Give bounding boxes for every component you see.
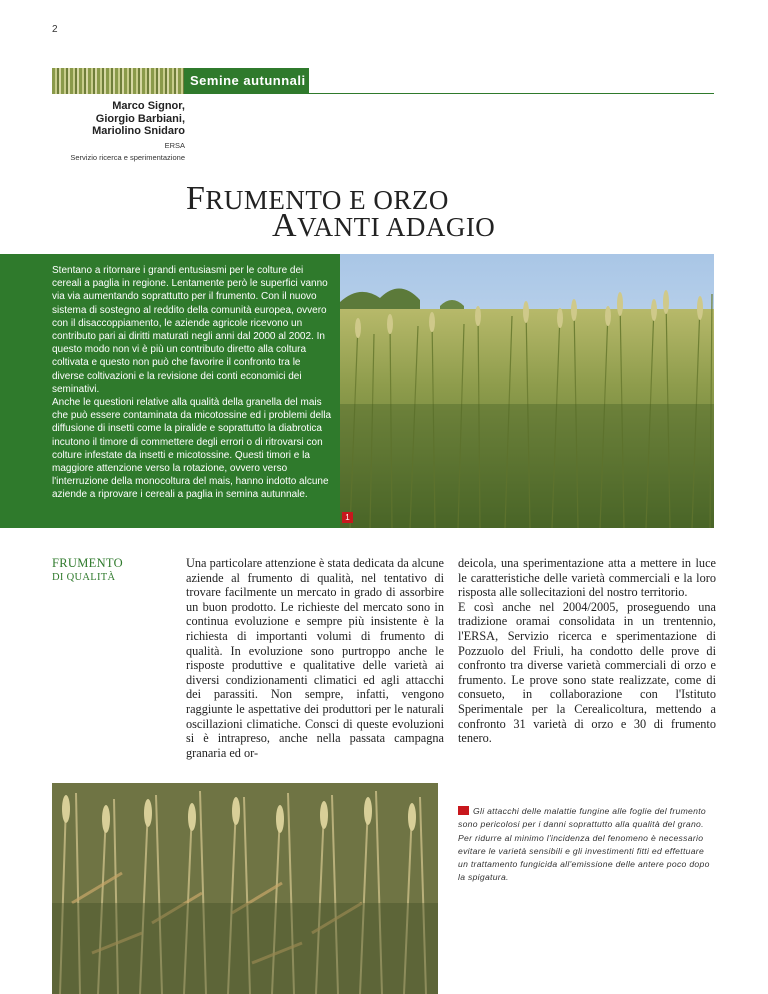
author-3: Mariolino Snidaro	[92, 125, 185, 137]
section-tag: Semine autunnali	[184, 68, 309, 94]
author-1: Marco Signor,	[112, 100, 185, 112]
author-names	[70, 100, 185, 138]
diseased-wheat-photo	[52, 783, 438, 994]
title-line-2: AVANTI ADAGIO	[272, 207, 496, 244]
org-department: Servizio ricerca e sperimentazione	[70, 152, 185, 162]
body-column-1: Una particolare attenzione è stata dedicata da alcune aziende al frumento di qualità, nel tentativo di trovare facilmente un mercato in grado di assorbire un buon prodotto. Le richieste del mercato sono in continua evoluzione e sempre più insistente è la richiesta di importanti volumi di frumento di qualità. In evoluzione sono purtroppo anche le risposte produttive e qualitative delle varietà ai diversi condizionamenti climatici ed agli attacchi dei parassiti. Non sempre, infatti, vengono raggiunte le aspettative dei produttori per le naturali oscillazioni climatiche. Consci di queste evoluzioni si è intrapreso, anche nella passata campagna granaria ed or-	[186, 556, 444, 760]
author-org	[70, 140, 185, 164]
title-line-1: FRUMENTO E ORZO	[186, 180, 449, 217]
authors-block	[70, 100, 185, 164]
diseased-wheat-illustration	[52, 783, 438, 994]
subheading-line-2: DI QUALITÀ	[52, 572, 116, 583]
photo-2-caption	[458, 805, 714, 885]
body-column-2: deicola, una sperimentazione atta a mettere in luce le caratteristiche delle varietà commerciali e la loro risposta alle sollecitazioni del nostro territorio. E così anche nel 2004/2005, proseguendo una tradizione oramai consolidata in un trentennio, l'ERSA, Servizio ricerca e sperimentazione di Pozzuolo del Friuli, ha condotto delle prove di confronto tra diverse varietà commerciali di orzo e frumento. Le prove sono state realizzate, come di consueto, in collaborazione con l'Istituto Sperimentale per la Cerealicoltura, mettendo a confronto 31 varietà di orzo e 30 di frumento tenero.	[458, 556, 716, 746]
page-number: 2	[52, 24, 58, 35]
section-rule	[184, 93, 714, 94]
wheat-field-photo	[340, 254, 714, 528]
org-name: ERSA	[164, 140, 185, 150]
wheat-field-illustration	[340, 254, 714, 528]
subheading	[52, 556, 123, 583]
subheading-line-1: FRUMENTO	[52, 556, 123, 570]
header-wheat-strip	[52, 68, 184, 94]
photo-2-badge	[458, 806, 469, 815]
photo-1-badge: 1	[342, 512, 353, 523]
intro-text: Stentano a ritornare i grandi entusiasmi per le colture dei cereali a paglia in regione. Lentamente però le superfici vanno via via aumentando soprattutto per il frumento. Con il nuovo sistema di sostegno al reddito della comunità europea, ovvero con il disaccoppiamento, le aziende agricole ricevono un contributo pari ai diritti maturati negli anni dal 2000 al 2002. In questo modo non vi è più un contributo diretto alla coltura coltivata e questo non può che favorire il confronto tra le diverse coltivazioni e la revisione dei conti economici dei seminativi. Anche le questioni relative alla qualità della granella del mais che può essere contaminata da micotossine ed i problemi della diffusione di insetti come la piralide e soprattutto la diabrotica incutono il timore di commettere degli errori o di ritrovarsi con colture infestate da insetti e micotossine. Questi timori e la maggiore attenzione verso la rotazione, ovvero verso l'interruzione della monocoltura del mais, hanno indotto alcune aziende a riprovare i cereali a paglia in semina autunnale.	[52, 265, 332, 501]
author-2: Giorgio Barbiani,	[95, 112, 185, 125]
caption-text: Gli attacchi delle malattie fungine alle foglie del frumento sono pericolosi per i danni soprattutto alla qualità del grano. Per ridurre al minimo l'incidenza del fenomeno è necessario evitare le varietà sensibili e gli investimenti fitti ed effettuare un trattamento fungicida all'emissione delle antere poco dopo la spigatura.	[458, 806, 710, 883]
